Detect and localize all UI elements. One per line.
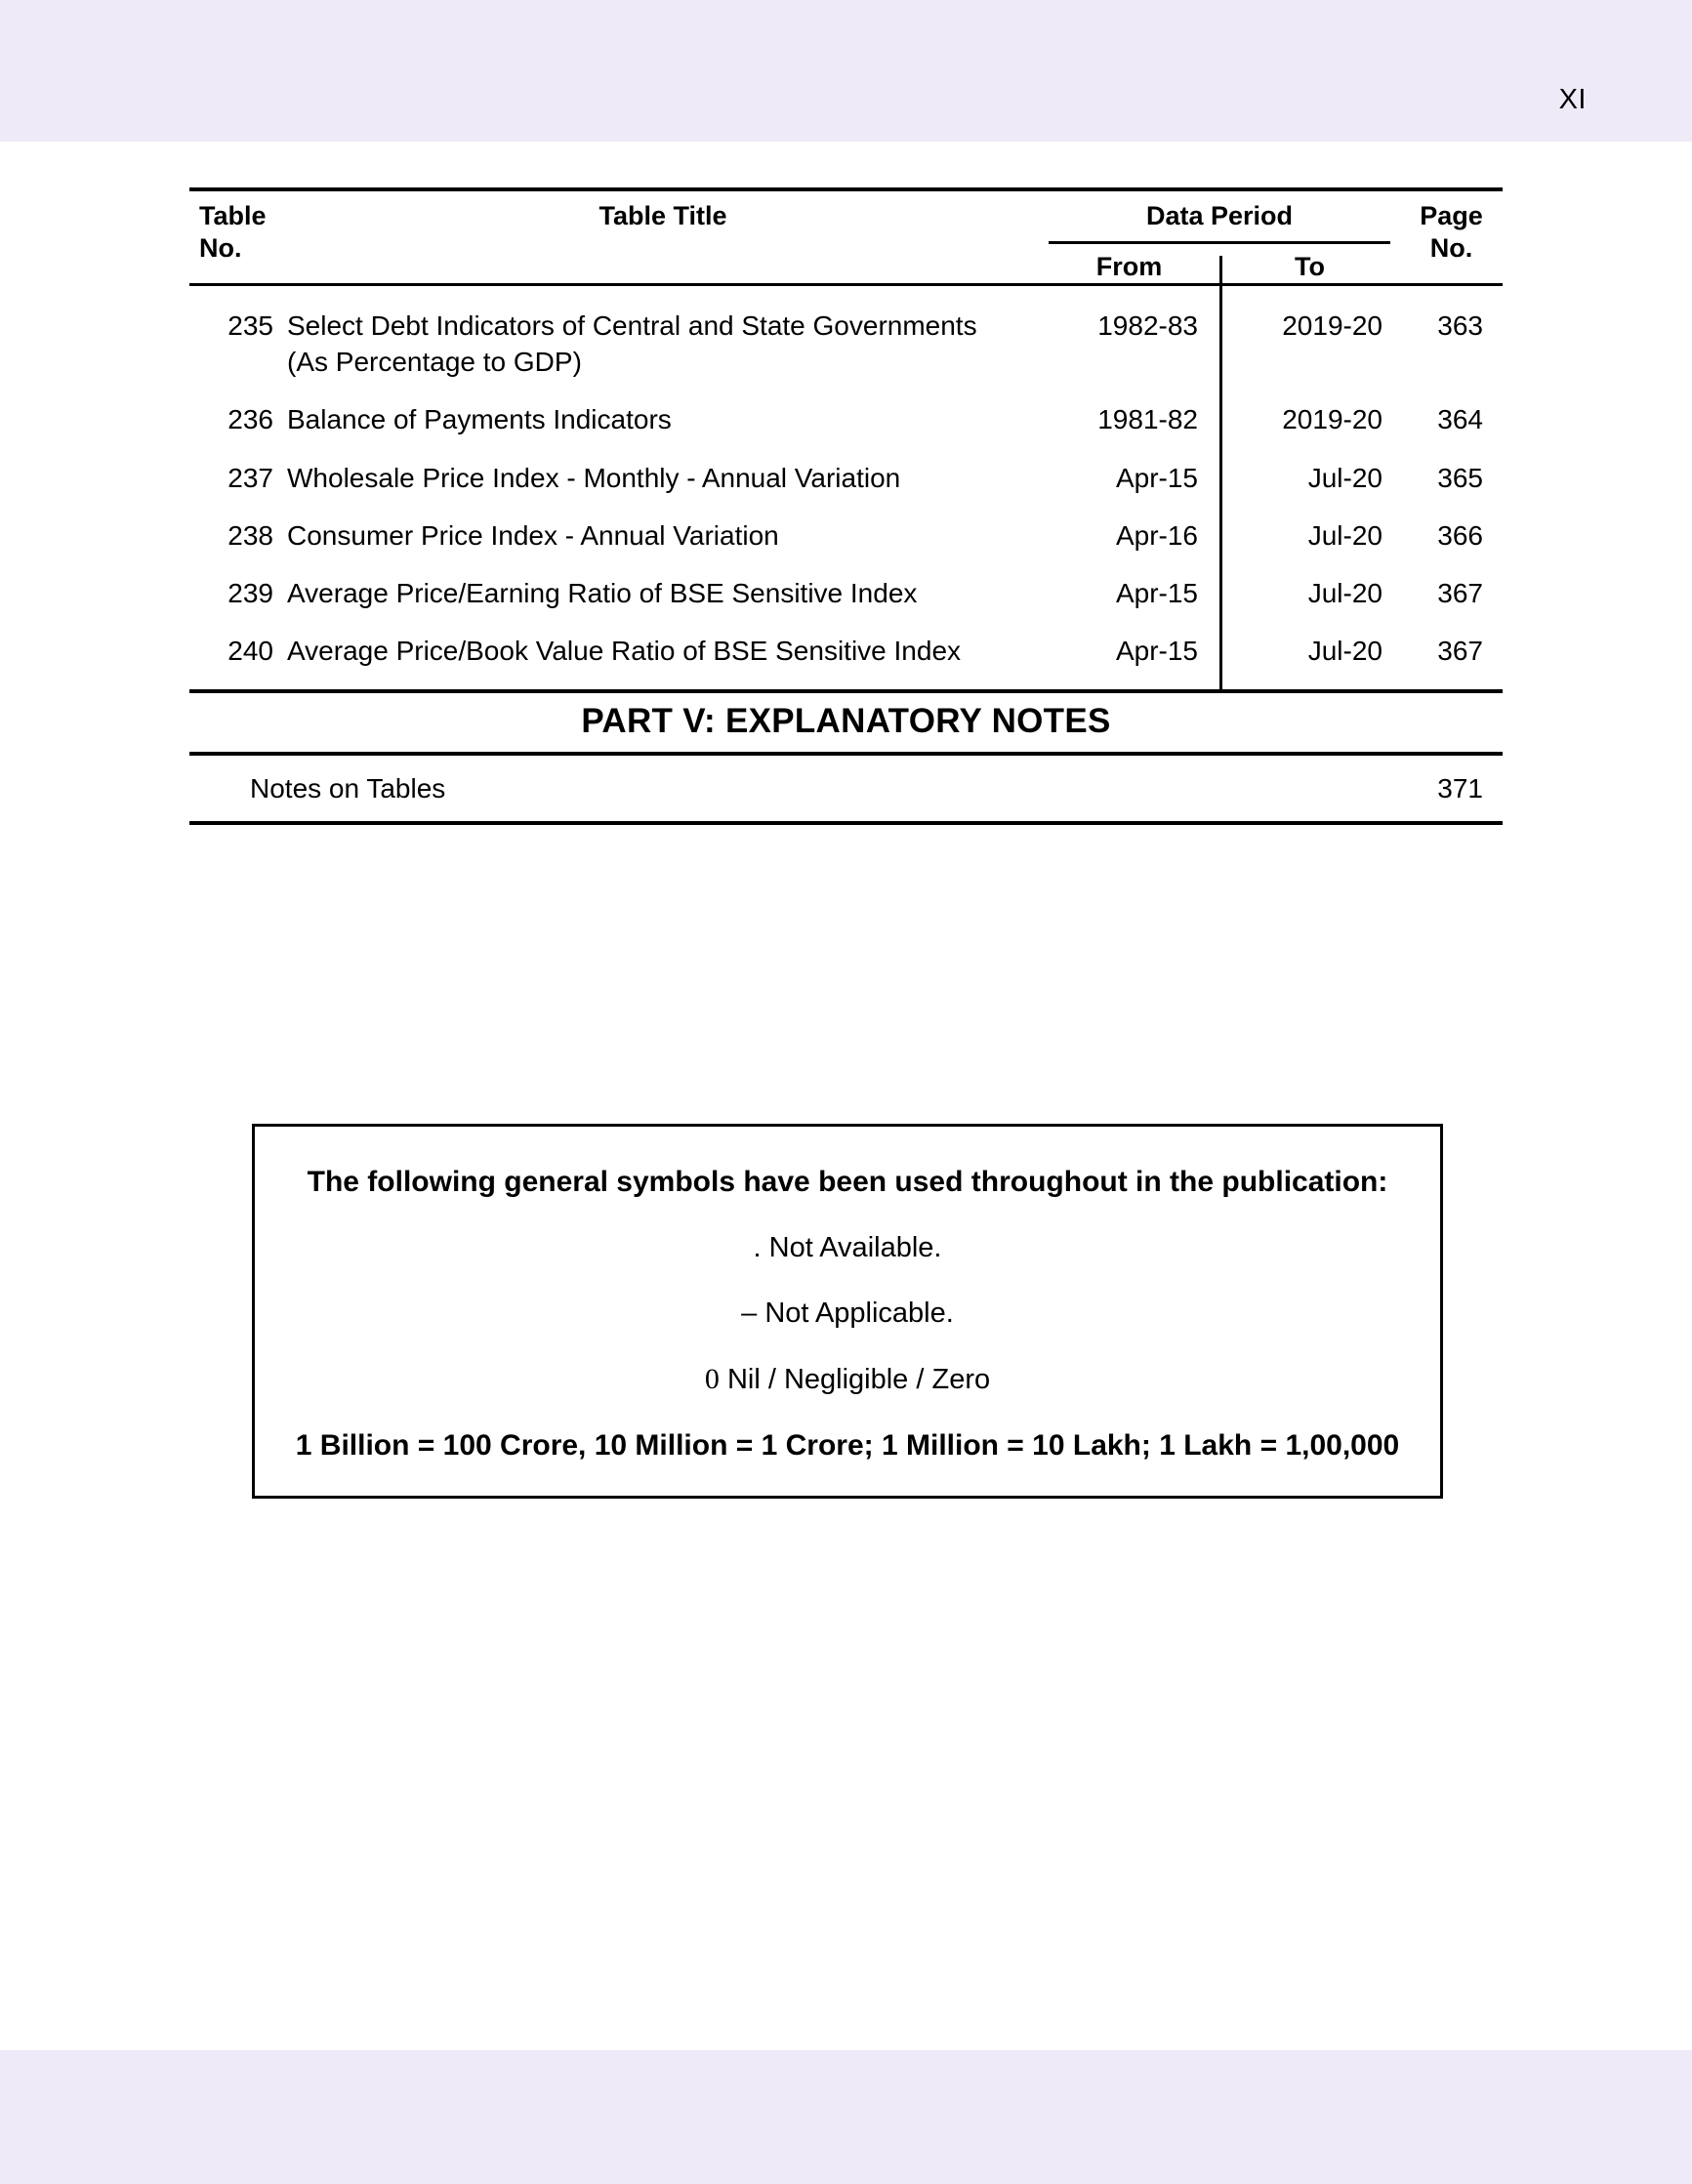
row-table-title: Average Price/Earning Ratio of BSE Sensitive Index — [287, 578, 918, 609]
symbols-legend-box — [252, 1124, 1443, 1499]
header-page-no-line1: Page — [1420, 201, 1483, 230]
row-table-no: 239 — [227, 578, 273, 609]
symbol-meaning: Not Available. — [768, 1232, 942, 1263]
header-to: To — [1295, 251, 1325, 281]
page-footer-band — [0, 2050, 1692, 2184]
row-table-title: Consumer Price Index - Annual Variation — [287, 519, 779, 551]
row-table-no: 240 — [227, 636, 273, 667]
row-from: Apr-15 — [1115, 636, 1198, 667]
period-column-divider-header — [1219, 256, 1222, 283]
row-from: Apr-15 — [1115, 462, 1198, 493]
symbol-entry-not-applicable — [255, 1264, 1440, 1330]
header-data-period-label: Data Period — [1145, 201, 1294, 230]
row-page-no: 367 — [1437, 636, 1483, 667]
header-page-no-line2: No. — [1429, 232, 1473, 263]
header-page-no — [1400, 191, 1503, 265]
row-to: Jul-20 — [1307, 636, 1382, 667]
symbol-meaning: Not Applicable. — [764, 1298, 954, 1329]
notes-on-tables-label: Notes on Tables — [250, 772, 446, 804]
symbol-meaning: Nil / Negligible / Zero — [726, 1364, 991, 1395]
row-table-no: 238 — [227, 519, 273, 551]
symbols-conversion-footer: 1 Billion = 100 Crore, 10 Million = 1 Crore; 1 Million = 10 Lakh; 1 Lakh = 1,00,000 — [295, 1429, 1400, 1462]
toc-bottom-rule — [189, 821, 1503, 825]
header-table-no — [189, 191, 287, 265]
row-table-title — [287, 308, 1039, 380]
part-heading: PART V: EXPLANATORY NOTES — [581, 701, 1111, 740]
row-table-title: Balance of Payments Indicators — [287, 404, 672, 435]
header-table-no-line1: Table — [199, 201, 267, 230]
dot-symbol: . — [753, 1232, 762, 1263]
row-to: 2019-20 — [1282, 309, 1382, 341]
header-from: From — [1095, 251, 1163, 281]
row-from: Apr-15 — [1115, 578, 1198, 609]
row-from: Apr-16 — [1115, 519, 1198, 551]
row-table-title: Average Price/Book Value Ratio of BSE Sensitive Index — [287, 636, 962, 667]
row-page-no: 367 — [1437, 578, 1483, 609]
period-column-divider-body — [1219, 286, 1222, 689]
row-table-title: Wholesale Price Index - Monthly - Annual Variation — [287, 462, 901, 493]
row-title-line2: (As Percentage to GDP) — [287, 347, 582, 378]
page-header-band — [0, 0, 1692, 142]
notes-on-tables-page: 371 — [1437, 772, 1483, 804]
toc-rows — [189, 286, 1503, 689]
row-to: Jul-20 — [1307, 578, 1382, 609]
row-table-no: 236 — [227, 404, 273, 435]
dash-symbol: – — [741, 1298, 758, 1329]
table-of-contents — [189, 187, 1503, 825]
table-row[interactable] — [189, 496, 1503, 554]
row-table-no: 235 — [227, 309, 273, 341]
row-to: Jul-20 — [1307, 462, 1382, 493]
row-page-no: 364 — [1437, 404, 1483, 435]
symbol-entry-nil — [255, 1330, 1440, 1396]
row-to: 2019-20 — [1282, 404, 1382, 435]
symbols-heading: The following general symbols have been used throughout in the publication: — [307, 1166, 1388, 1198]
zero-symbol: 0 — [704, 1363, 720, 1395]
header-table-title: Table Title — [598, 201, 727, 230]
table-row[interactable] — [189, 438, 1503, 496]
table-row[interactable] — [189, 554, 1503, 611]
row-page-no: 366 — [1437, 519, 1483, 551]
row-to: Jul-20 — [1307, 519, 1382, 551]
row-from: 1981-82 — [1097, 404, 1198, 435]
row-from: 1982-83 — [1097, 309, 1198, 341]
notes-on-tables-row[interactable] — [189, 756, 1503, 821]
toc-header-row — [189, 191, 1503, 283]
symbol-entry-not-available — [255, 1199, 1440, 1264]
page-body — [0, 142, 1692, 1462]
table-row[interactable] — [189, 286, 1503, 380]
row-table-no: 237 — [227, 462, 273, 493]
row-page-no: 365 — [1437, 462, 1483, 493]
header-table-no-line2: No. — [199, 232, 242, 263]
page-folio-number: XI — [1558, 84, 1587, 115]
row-title-line1: Select Debt Indicators of Central and State Governments — [287, 309, 977, 341]
table-row[interactable] — [189, 611, 1503, 688]
table-row[interactable] — [189, 380, 1503, 437]
row-page-no: 363 — [1437, 309, 1483, 341]
